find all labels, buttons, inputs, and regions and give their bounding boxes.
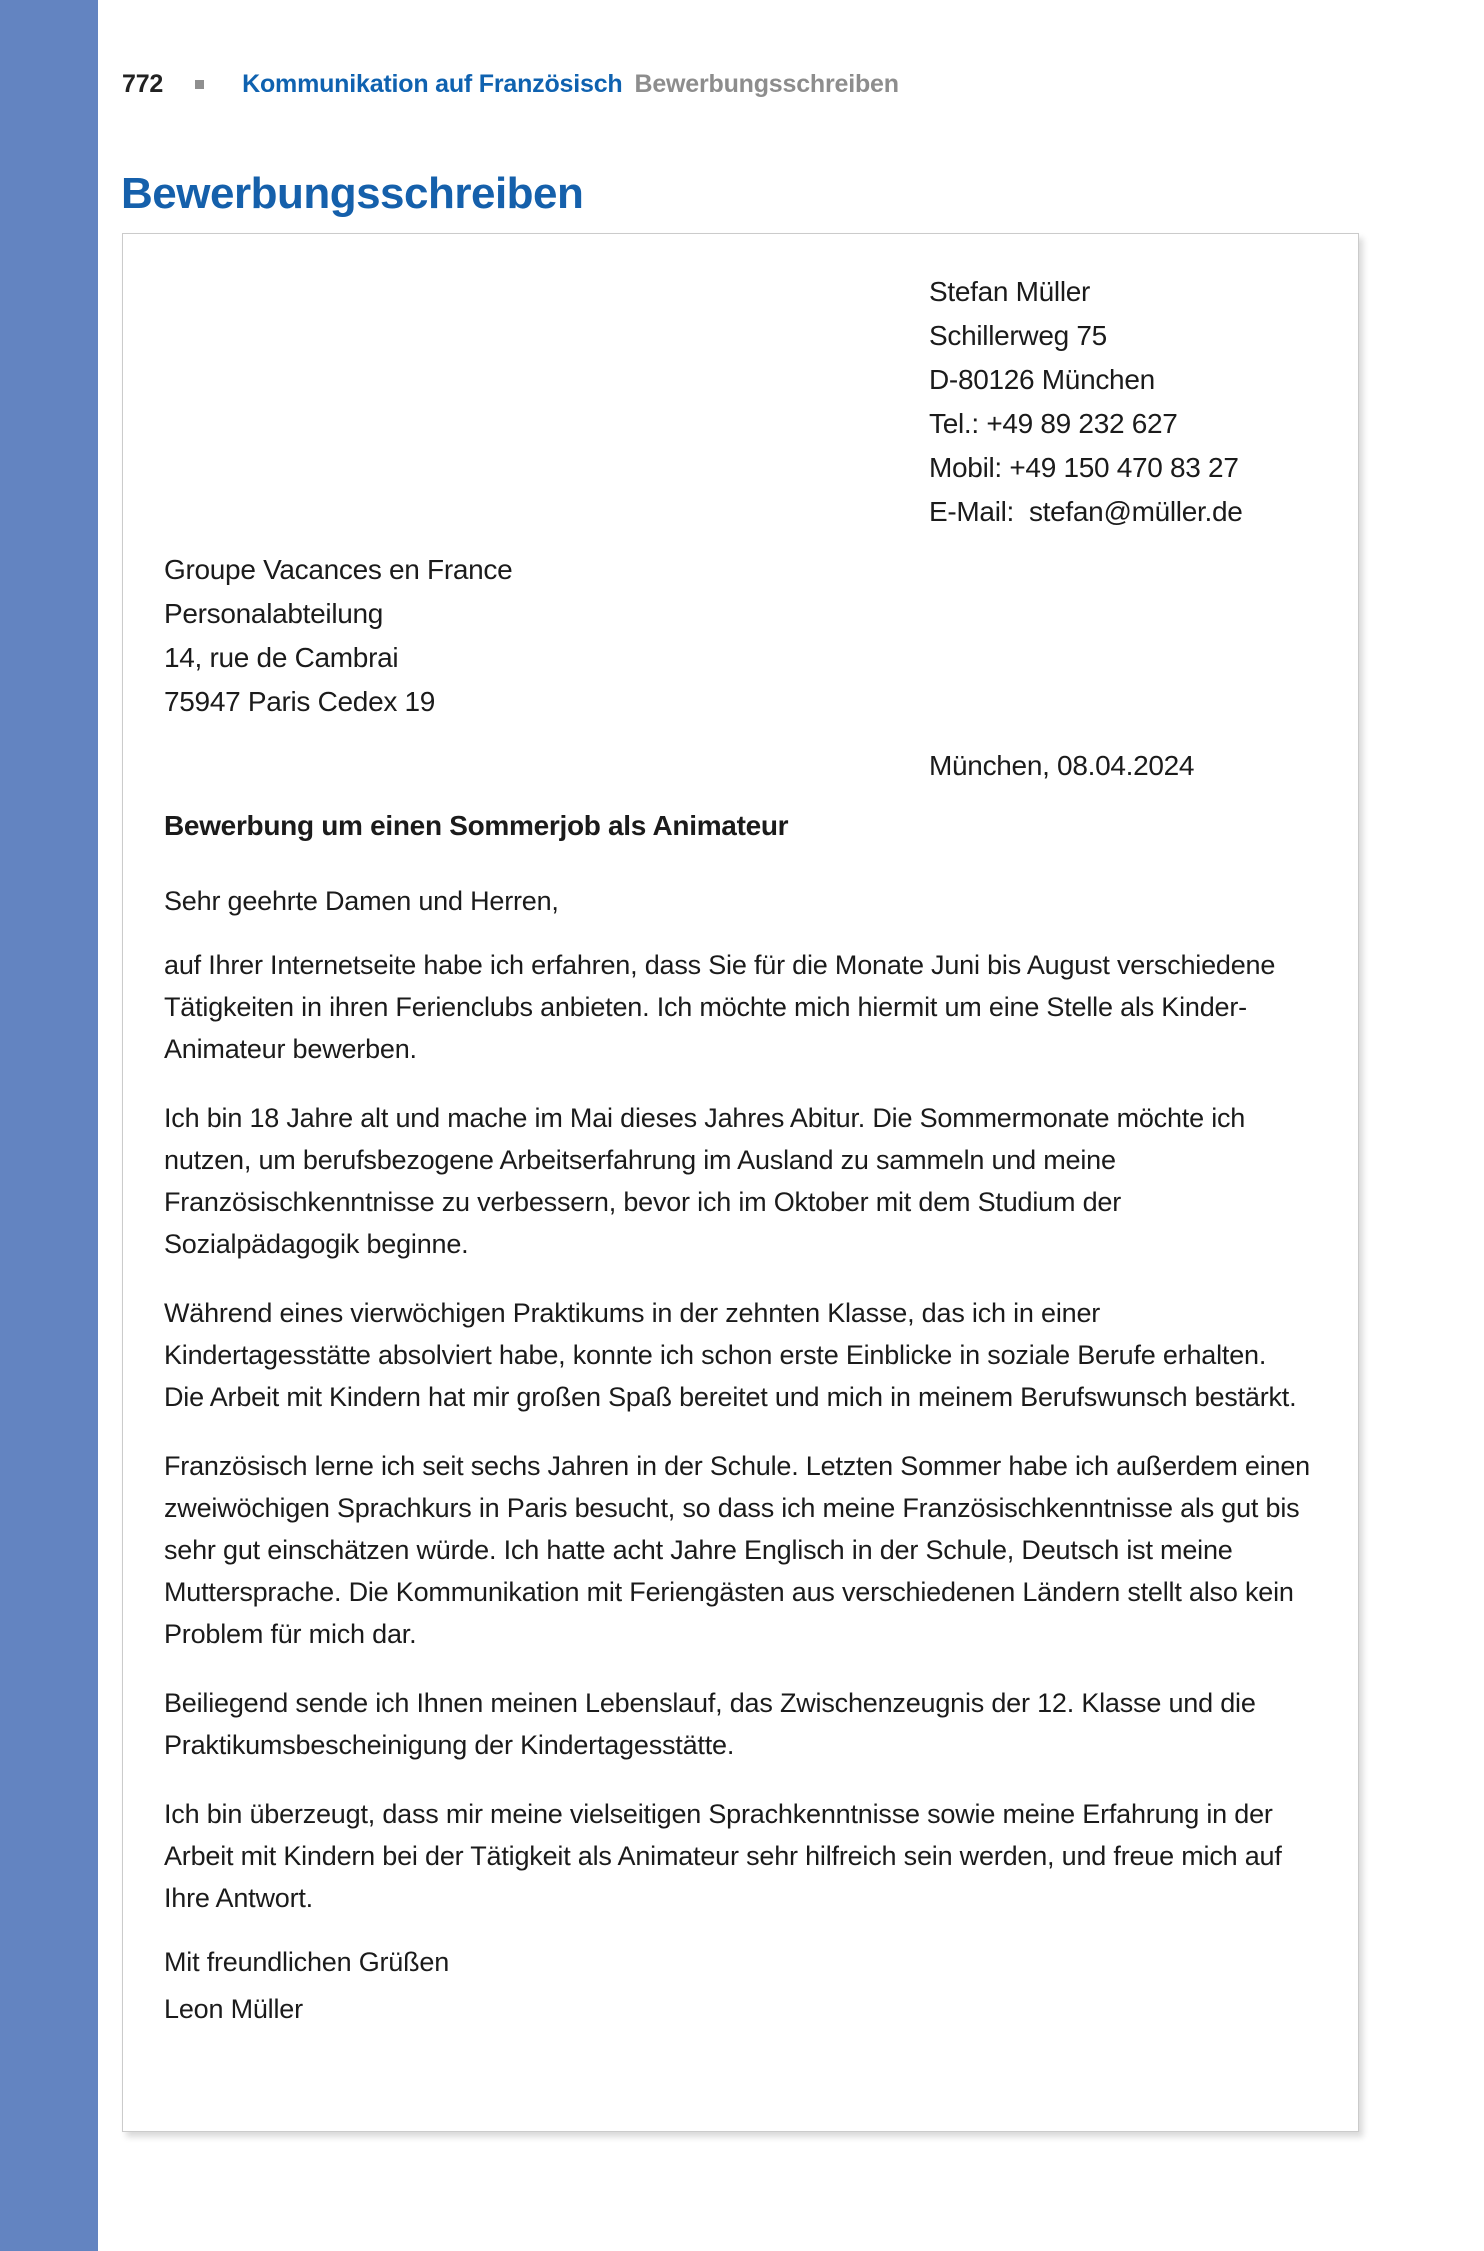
recipient-city: 75947 Paris Cedex 19 bbox=[164, 686, 436, 717]
letter-paragraph: Französisch lerne ich seit sechs Jahren in der Schule. Letzten Sommer habe ich außerdem einen zweiwöchigen Sprachkurs in Paris besucht, so dass ich meine Französischkenntnisse als gut bis sehr gut einschätzen würde. Ich hatte acht Jahre Englisch in der Schule, Deutsch ist meine Muttersprache. Die Kommunikation mit Feriengästen aus verschiedenen Ländern stellt also kein Problem für mich dar. bbox=[164, 1451, 1310, 1649]
letter-signature: Leon Müller bbox=[164, 1994, 303, 2024]
page-side-band bbox=[0, 0, 98, 2251]
chapter-title: Kommunikation auf Französisch bbox=[242, 70, 623, 98]
square-bullet-icon bbox=[195, 80, 204, 89]
sender-mobile: Mobil: +49 150 470 83 27 bbox=[929, 452, 1239, 483]
page-number: 772 bbox=[122, 70, 164, 98]
sender-street: Schillerweg 75 bbox=[929, 320, 1107, 351]
sender-email: E-Mail: stefan@müller.de bbox=[929, 496, 1243, 527]
recipient-address-block bbox=[164, 548, 1313, 724]
letter-date: München, 08.04.2024 bbox=[929, 750, 1195, 781]
sample-letter bbox=[122, 233, 1359, 2132]
letter-paragraph: auf Ihrer Internetseite habe ich erfahren, dass Sie für die Monate Juni bis August verschiedene Tätigkeiten in ihren Ferienclubs anbieten. Ich möchte mich hiermit um eine Stelle als Kinder-Animateur bewerben. bbox=[164, 950, 1276, 1064]
letter-closing: Mit freundlichen Grüßen bbox=[164, 1947, 450, 1977]
section-title: Bewerbungsschreiben bbox=[634, 70, 899, 98]
letter-paragraph: Beiliegend sende ich Ihnen meinen Lebenslauf, das Zwischenzeugnis der 12. Klasse und die Praktikumsbescheinigung der Kindertagesstätte. bbox=[164, 1688, 1256, 1760]
letter-paragraph: Ich bin 18 Jahre alt und mache im Mai dieses Jahres Abitur. Die Sommermonate möchte ich nutzen, um berufsbezogene Arbeitserfahrung im Ausland zu sammeln und meine Französischkenntnisse zu verbessern, bevor ich im Oktober mit dem Studium der Sozialpädagogik beginne. bbox=[164, 1103, 1246, 1259]
page-title: Bewerbungsschreiben bbox=[121, 169, 584, 219]
sender-city: D-80126 München bbox=[929, 364, 1155, 395]
sender-name: Stefan Müller bbox=[929, 276, 1091, 307]
recipient-company: Groupe Vacances en France bbox=[164, 554, 513, 585]
sender-address-block bbox=[929, 270, 1313, 534]
recipient-department: Personalabteilung bbox=[164, 598, 384, 629]
letter-salutation: Sehr geehrte Damen und Herren, bbox=[164, 886, 559, 916]
running-header bbox=[122, 70, 899, 99]
letter-paragraph: Während eines vierwöchigen Praktikums in der zehnten Klasse, das ich in einer Kindertagesstätte absolviert habe, konnte ich schon erste Einblicke in soziale Berufe erhalten. Die Arbeit mit Kindern hat mir großen Spaß bereitet und mich in meinem Berufswunsch bestärkt. bbox=[164, 1298, 1297, 1412]
sender-phone: Tel.: +49 89 232 627 bbox=[929, 408, 1178, 439]
recipient-street: 14, rue de Cambrai bbox=[164, 642, 399, 673]
letter-subject: Bewerbung um einen Sommerjob als Animateur bbox=[164, 810, 789, 841]
letter-paragraph: Ich bin überzeugt, dass mir meine vielseitigen Sprachkenntnisse sowie meine Erfahrung in der Arbeit mit Kindern bei der Tätigkeit als Animateur sehr hilfreich sein werden, und freue mich auf Ihre Antwort. bbox=[164, 1799, 1282, 1913]
letter-body bbox=[164, 944, 1313, 1919]
